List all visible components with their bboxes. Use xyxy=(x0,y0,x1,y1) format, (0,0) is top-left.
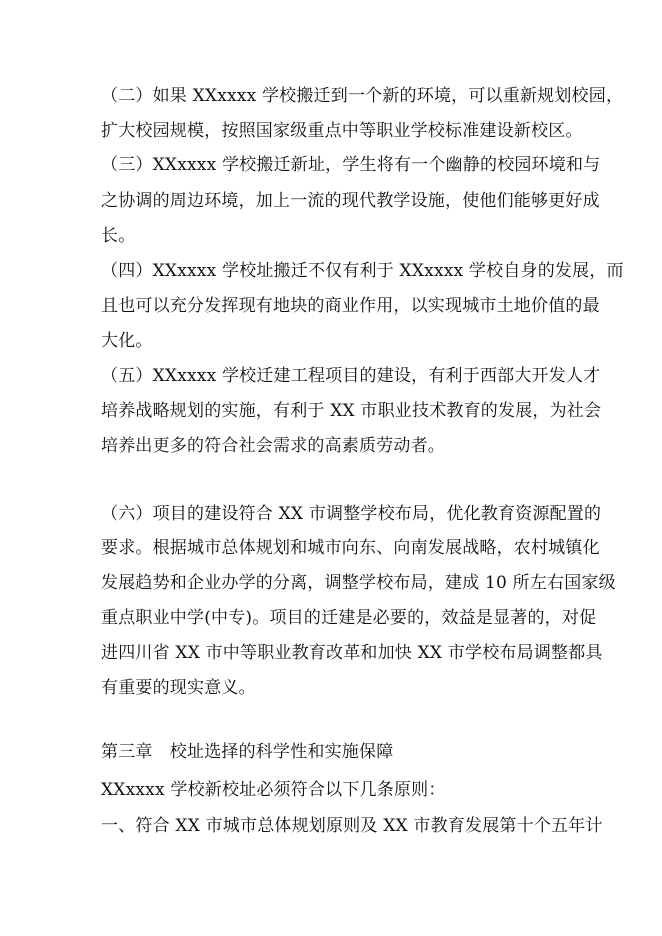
paragraph-line: 有重要的现实意义。 xyxy=(101,678,256,698)
paragraph-line: 培养出更多的符合社会需求的高素质劳动者。 xyxy=(101,436,445,456)
paragraph-line: （四）XXxxxx 学校址搬迁不仅有利于 XXxxxx 学校自身的发展，而 xyxy=(101,261,624,281)
paragraph-line: （六）项目的建设符合 XX 市调整学校布局，优化教育资源配置的 xyxy=(101,504,602,524)
paragraph-line: 培养战略规划的实施，有利于 XX 市职业技术教育的发展，为社会 xyxy=(101,401,602,421)
paragraph-line: （五）XXxxxx 学校迁建工程项目的建设，有利于西部大开发人才 xyxy=(101,366,601,386)
paragraph-line: 扩大校园规模，按照国家级重点中等职业学校标准建设新校区。 xyxy=(101,121,583,141)
paragraph-line: 长。 xyxy=(101,226,136,246)
paragraph-line: 之协调的周边环境，加上一流的现代教学设施，使他们能够更好成 xyxy=(101,191,600,211)
principle-line: 一、符合 XX 市城市总体规划原则及 XX 市教育发展第十个五年计 xyxy=(101,816,603,836)
paragraph-line: 要求。根据城市总体规划和城市向东、向南发展战略，农村城镇化 xyxy=(101,538,600,558)
paragraph-line: 发展趋势和企业办学的分离，调整学校布局，建成 10 所左右国家级 xyxy=(101,573,616,593)
chapter-heading: 第三章 校址选择的科学性和实施保障 xyxy=(101,742,394,762)
paragraph-line: （二）如果 XXxxxx 学校搬迁到一个新的环境，可以重新规划校园， xyxy=(101,86,624,106)
paragraph-line: 且也可以充分发挥现有地块的商业作用，以实现城市土地价值的最 xyxy=(101,296,600,316)
paragraph-line: 大化。 xyxy=(101,331,153,351)
paragraph-line: 重点职业中学(中专)。项目的迁建是必要的，效益是显著的，对促 xyxy=(101,608,597,628)
intro-line: XXxxxx 学校新校址必须符合以下几条原则： xyxy=(101,780,446,800)
paragraph-line: （三）XXxxxx 学校搬迁新址，学生将有一个幽静的校园环境和与 xyxy=(101,155,601,175)
paragraph-line: 进四川省 XX 市中等职业教育改革和加快 XX 市学校布局调整都具 xyxy=(101,643,603,663)
